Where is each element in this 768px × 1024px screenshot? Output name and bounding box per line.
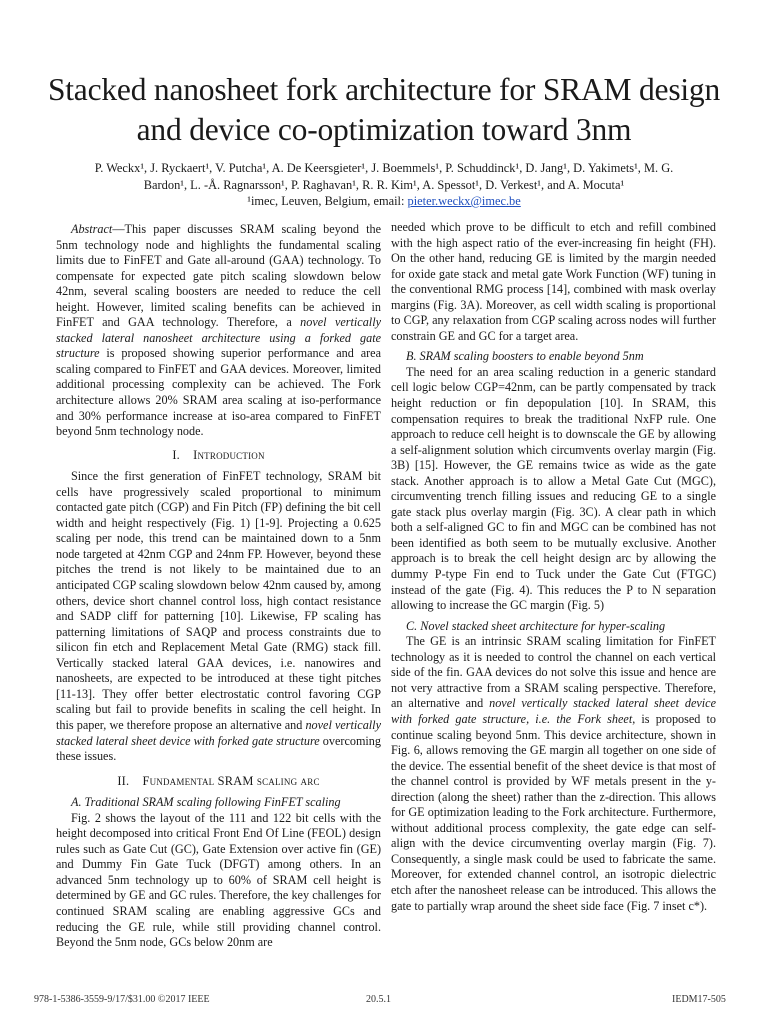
right-paragraph-1: needed which prove to be difficult to etch and refill combined with the high aspect ratio of the ever-increasing fin height (FH). On the other hand, reducing GE is limited by the margin needed for oxide gate stack and metal gate Work Function (WF) tuning in the conventional RMG process [14], combined with mask overlay margins (Fig. 3A). Moreover, as cell width scaling is proportional to CGP, any relaxation from CGP scaling across nodes will further constrain GE and GC for a target area. (391, 220, 716, 343)
footer-section-number: 20.5.1 (366, 994, 391, 1005)
footer-page-id: IEDM17-505 (672, 994, 726, 1005)
affiliation-text: ¹imec, Leuven, Belgium, email: (247, 194, 408, 208)
title-line-2: and device co-optimization toward 3nm (136, 112, 632, 147)
right-p3-text-1: The GE is an intrinsic SRAM scaling limitation for FinFET technology as it is needed to control the channel on each vertical side of the fin. GAA devices do not solve this issue and hence are not very attractive from a SRAM scaling perspective. Therefore, an alternative and (391, 634, 716, 711)
footer-isbn: 978-1-5386-3559-9/17/$31.00 ©2017 IEEE (34, 994, 210, 1005)
left-column (56, 222, 381, 951)
intro-italic: novel vertically stacked lateral sheet device with forked gate structure (56, 717, 381, 748)
affiliation (40, 193, 728, 210)
abstract (56, 222, 381, 440)
paper-title (30, 70, 738, 150)
section-1-number: I. (172, 447, 180, 462)
right-p3-italic: novel vertically stacked lateral sheet device with forked gate structure, i.e. the Fork sheet (391, 696, 716, 726)
intro-text-1: Since the first generation of FinFET technology, SRAM bit cells have progressively scaled proportional to minimum contacted gate pitch (CGP) and Fin Pitch (FP) defining the bit cell width and height respectively (Fig. 1) [1-9]. Projecting a 0.625 scaling per node, this trend can be maintained down to a 5nm node targeted at 42nm CGP and 24nm FP. However, beyond these pitches the trend is not likely to be maintained due to an anticipated CGP scaling slowdown below 42nm caused by, among others, device short channel control loss, high contact resistance and SADP cliff for patterning [10]. Likewise, FP scaling has patterning limitations of SAQP and process constraints due to silicon fin etch and Replacement Metal Gate (RMG) stack fill. Vertically stacked lateral GAA devices, i.e. nanowires and nanosheets, are expected to be introduced at these tight pitches [11-13]. They offer better electrostatic control favoring CGP scaling but fail to provide benefits in scaling the cell height. In this paper, we therefore propose an alternative and (56, 469, 381, 732)
intro-paragraph (56, 469, 381, 764)
title-line-1: Stacked nanosheet fork architecture for SRAM design (47, 72, 721, 107)
subsection-b-heading: B. SRAM scaling boosters to enable beyond 5nm (406, 349, 644, 364)
section-heading-introduction (56, 448, 381, 464)
subsection-a-heading: A. Traditional SRAM scaling following FinFET scaling (71, 795, 341, 810)
right-column (391, 220, 716, 914)
right-paragraph-3 (391, 634, 716, 914)
email-link[interactable]: pieter.weckx@imec.be (407, 194, 521, 208)
authors-line-2: Bardon¹, L. -Å. Ragnarsson¹, P. Raghavan¹, R. R. Kim¹, A. Spessot¹, D. Verkest¹, and A. Mocuta¹ (143, 177, 625, 192)
abstract-label: Abstract (71, 222, 113, 236)
section-2-number: II. (117, 773, 130, 788)
section-2-title: Fundamental SRAM scaling arc (142, 773, 320, 788)
abstract-dash: — (112, 222, 125, 236)
section-2-paragraph: Fig. 2 shows the layout of the 111 and 122 bit cells with the height decomposed into critical Front End Of Line (FEOL) design rules such as Gate Cut (GC), Gate Extension over active fin (GE) and Dummy Fin Gate Tuck (DFGT) among others. In an advanced 5nm technology up to 60% of SRAM cell height is determined by GE and GC rules. Therefore, the key challenges for continued SRAM scaling are enabling aggressive GCs and reducing the GE rule, while still providing channel control. Beyond the 5nm node, GCs below 20nm are (56, 810, 381, 950)
right-paragraph-2: The need for an area scaling reduction in a generic standard cell logic below CGP=42nm, can be partly compensated by track height reduction or fin depopulation [10]. In SRAM, this compensation requires to break the traditional NxFP rule. One approach to reduce cell height is to downscale the GE by allowing a self-alignment solution which circumvents overlay margin (Fig. 3B) [15]. However, the GE remains twice as wide as the gate stack. Another approach is to allow a Metal Gate Cut (MGC), circumventing trench filling issues and reducing GE to a single gate stack plus overlay margin (Fig. 3C). A clear path in which both a self-aligned GC to fin and MGC can be combined has not been identified as both seem to be mutually exclusive. Another approach is to break the cell height design arc by allowing the dummy P-type Fin end to Tuck under the Gate Cut (FTGC) instead of the gate (Fig. 4). This reduces the P to N separation allowing to increase the GC margin (Fig. 5) (391, 364, 716, 613)
abstract-text-1: This paper discusses SRAM scaling beyond the 5nm technology node and highlights the fundamental scaling limits due to FinFET and Gate all-around (GAA) technology. To compensate for expected gate pitch scaling slowdown below 42nm, several scaling boosters are needed to reduce the cell height. However, limited scaling benefits can be achieved in FinFET and GAA technology. Therefore, a (56, 222, 381, 330)
author-block (40, 160, 728, 210)
intro-text-2: overcoming these issues. (56, 733, 381, 764)
section-heading-scaling-arc (56, 774, 381, 790)
abstract-text-2: is proposed showing superior performance and area scaling compared to FinFET and GAA devices. Moreover, limited additional processing complexity can be achieved. The Fork architecture allows 20% SRAM area scaling at iso-performance and 30% performance increase at iso-area compared to FinFET beyond 5nm technology node. (56, 346, 381, 439)
section-1-title: Introduction (193, 447, 265, 462)
subsection-c-heading: C. Novel stacked sheet architecture for hyper-scaling (406, 618, 666, 633)
right-p3-text-2: , is proposed to continue scaling beyond 5nm. This device architecture, shown in Fig. 6, allows removing the GE margin all together on one side of the device. The essential benefit of the sheet device is that most of the channel control is provided by WF metals present in the y-direction (along the sheet) rather than the z-direction. This allows for GE optimization leading to the Fork architecture. Furthermore, without additional process complexity, the gate edge can self-align with the device circumventing overlay margin (Fig. 7). Consequently, a single mask could be used to fabricate the same. Moreover, for extended channel control, an isotropic dielectric etch after the nanosheet release can be introduced. This allows the gate to partially wrap around the sheet side face (Fig. 7 inset c*). (391, 711, 716, 913)
abstract-italic: novel vertically stacked lateral nanosheet architecture using a forked gate structure (56, 315, 381, 361)
authors-line-1: P. Weckx¹, J. Ryckaert¹, V. Putcha¹, A. De Keersgieter¹, J. Boemmels¹, P. Schuddinck¹, D. Jang¹, D. Yakimets¹, M. G. (94, 161, 674, 175)
